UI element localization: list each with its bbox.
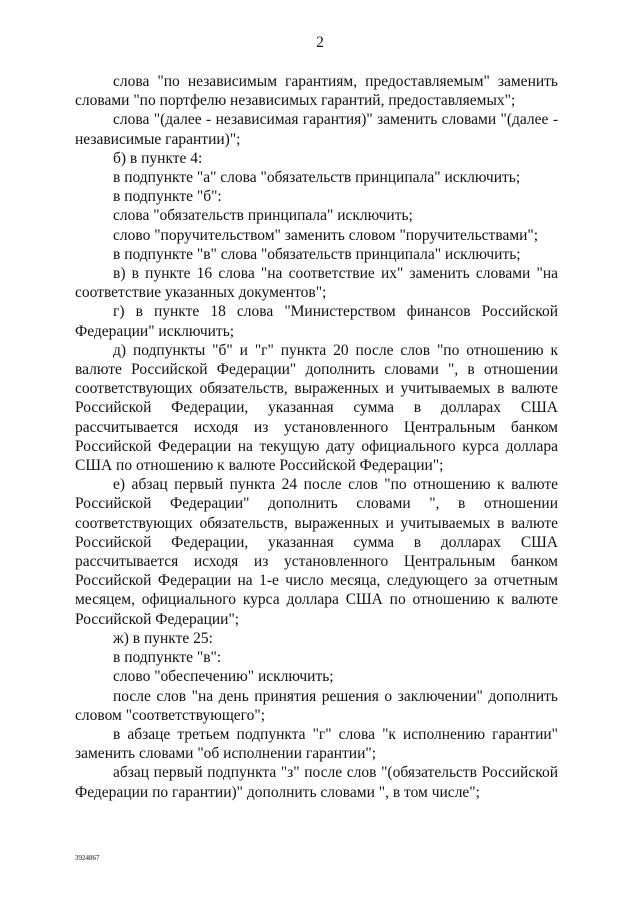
paragraph: абзац первый подпункта "з" после слов "(обязательств Российской Федерации по гарантии)" дополнить словами ", в том числе"; [75, 764, 558, 801]
paragraph: в подпункте "в" слова "обязательств принципала" исключить; [113, 245, 521, 263]
paragraph: в подпункте "в": [113, 649, 222, 667]
paragraph: в абзаце третьем подпункта "г" слова "к исполнению гарантии" заменить словами "об исполнении гарантии"; [75, 725, 558, 763]
paragraph: слова "(далее - независимая гарантия)" заменить словами "(далее - независимые гарантии)"; [75, 111, 558, 148]
document-id: 3924867 [75, 854, 100, 862]
paragraph: слово "поручительством" заменить словом "поручительствами"; [113, 226, 539, 244]
paragraph: е) абзац первый пункта 24 после слов "по отношению к валюте Российской Федерации" дополнить словами ", в отношении соответствующих обязательств, выраженных и учитываемых в валюте Российской Федерации, указанная сумма в долларах США рассчитывается исходя из установленного Центральным банком Российской Федерации на 1-е число месяца, следующего за отчетным месяцем, официального курса доллара США по отношению к валюте Российской Федерации"; [75, 476, 558, 628]
paragraph: б) в пункте 4: [113, 149, 203, 167]
paragraph: г) в пункте 18 слова "Министерством финансов Российской Федерации" исключить; [75, 303, 558, 340]
paragraph: слово "обеспечению" исключить; [113, 668, 334, 686]
paragraph: слова "по независимым гарантиям, предоставляемым" заменить словами "по портфелю независимых гарантий, предоставляемых"; [75, 73, 558, 110]
paragraph: д) подпункты "б" и "г" пункта 20 после слов "по отношению к валюте Российской Федерации" дополнить словами ", в отношении соответствующих обязательств, выраженных и учитываемых в валюте Российской Федерации, указанная сумма в долларах США рассчитывается исходя из установленного Центральным банком Российской Федерации на текущую дату официального курса доллара США по отношению к валюте Российской Федерации"; [75, 341, 558, 475]
paragraph: в подпункте "б": [113, 188, 222, 206]
paragraph: в подпункте "а" слова "обязательств принципала" исключить; [113, 169, 521, 187]
paragraph: слова "обязательств принципала" исключить; [113, 207, 413, 225]
page-number: 2 [316, 34, 324, 51]
paragraph: после слов "на день принятия решения о заключении" дополнить словом "соответствующего"; [75, 687, 558, 724]
paragraph: в) в пункте 16 слова "на соответствие их" заменить словами "на соответствие указанных документов"; [75, 265, 558, 302]
document-body [75, 72, 558, 802]
paragraph: ж) в пункте 25: [113, 629, 213, 647]
